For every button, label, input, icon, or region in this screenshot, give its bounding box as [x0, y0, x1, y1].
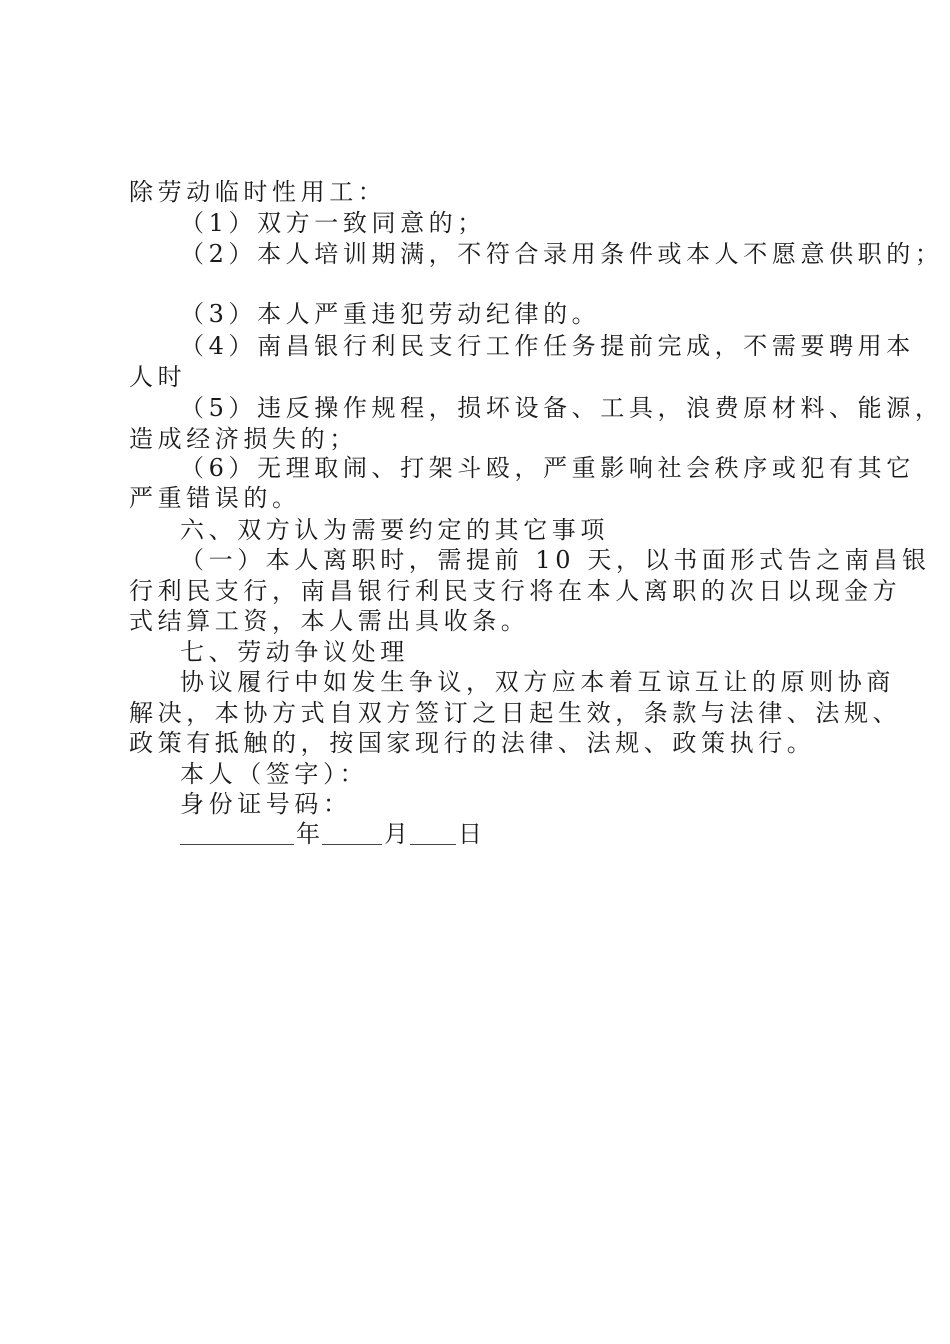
day-label: 日: [458, 820, 482, 848]
month-label: 月: [384, 820, 408, 848]
clause-item-6-cont: 严重错误的。: [129, 484, 301, 512]
clause-item-6: （6）无理取闹、打架斗殴，严重影响社会秩序或犯有其它: [180, 454, 915, 482]
month-blank: [322, 822, 382, 845]
section-six-para-end: 式结算工资，本人需出具收条。: [129, 607, 530, 635]
clause-item-3: （3）本人严重违犯劳动纪律的。: [180, 300, 601, 328]
section-seven-para: 协议履行中如发生争议，双方应本着互谅互让的原则协商: [180, 668, 895, 696]
section-seven-para-end: 政策有抵触的，按国家现行的法律、法规、政策执行。: [129, 729, 816, 757]
id-number-label: 身份证号码：: [180, 790, 352, 818]
signing-date: [180, 818, 484, 850]
clause-item-5: （5）违反操作规程，损坏设备、工具，浪费原材料、能源，: [180, 394, 944, 422]
year-label: 年: [296, 820, 320, 848]
clause-intro: 除劳动临时性用工：: [129, 178, 387, 206]
section-six-heading: 六、双方认为需要约定的其它事项: [180, 516, 609, 544]
section-six-para-cont: 行利民支行，南昌银行利民支行将在本人离职的次日以现金方: [129, 577, 902, 605]
day-blank: [410, 822, 456, 845]
clause-item-2: （2）本人培训期满，不符合录用条件或本人不愿意供职的；: [180, 240, 944, 268]
signature-label: 本人（签字）：: [180, 760, 369, 788]
section-seven-para-cont: 解决，本协方式自双方签订之日起生效，条款与法律、法规、: [129, 699, 902, 727]
clause-item-5-cont: 造成经济损失的；: [129, 425, 358, 453]
clause-item-1: （1）双方一致同意的；: [180, 209, 486, 237]
clause-item-4: （4）南昌银行利民支行工作任务提前完成，不需要聘用本: [180, 332, 915, 360]
clause-item-4-cont: 人时: [129, 363, 187, 391]
section-seven-heading: 七、劳动争议处理: [180, 638, 409, 666]
year-blank: [180, 822, 294, 845]
section-six-para: （一）本人离职时，需提前 10 天，以书面形式告之南昌银: [180, 546, 931, 574]
